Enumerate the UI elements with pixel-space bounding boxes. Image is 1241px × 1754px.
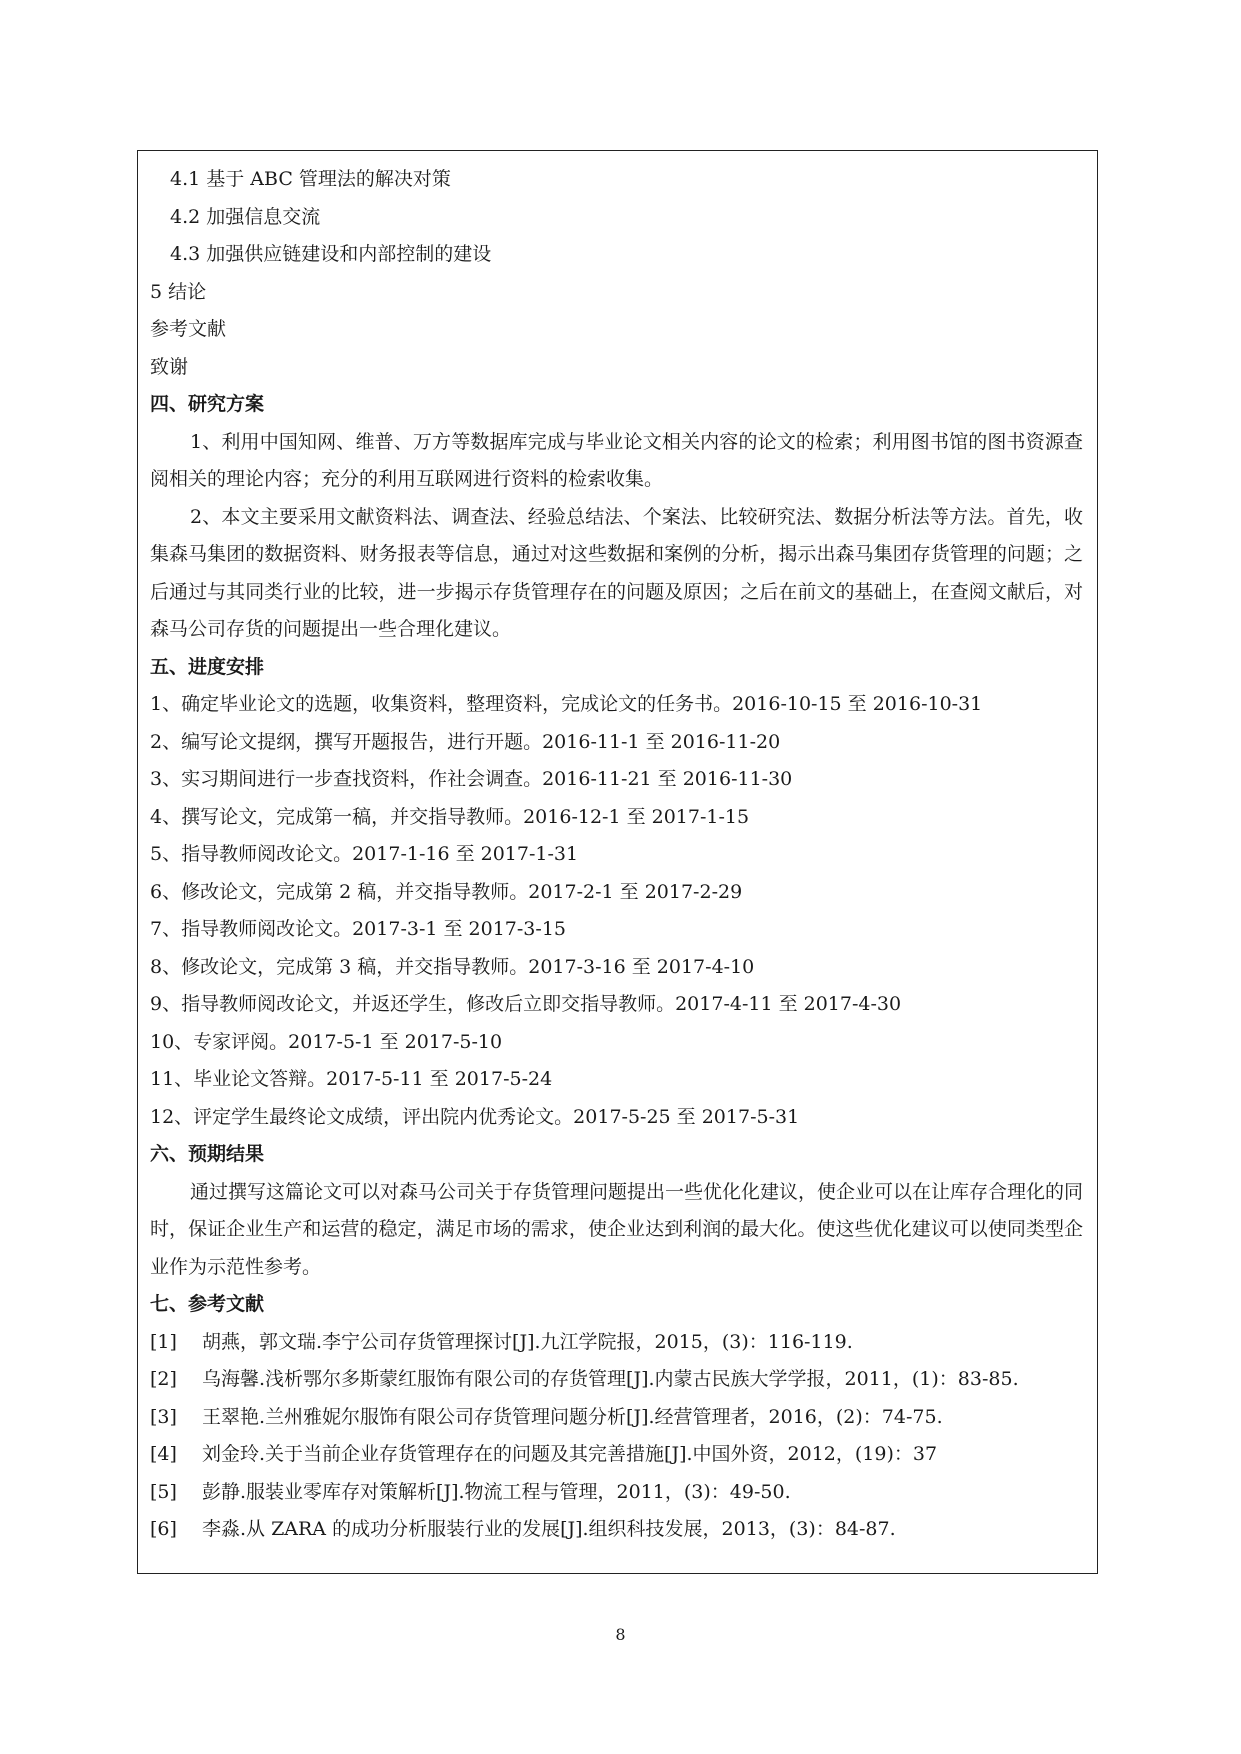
reference-item	[150, 1436, 1083, 1474]
reference-number: [2]	[150, 1368, 177, 1390]
reference-text: 刘金玲.关于当前企业存货管理存在的问题及其完善措施[J].中国外资，2012，(19)：37	[202, 1443, 938, 1465]
schedule-item: 4、撰写论文，完成第一稿，并交指导教师。2016-12-1 至 2017-1-15	[150, 805, 750, 828]
reference-text: 王翠艳.兰州雅妮尔服饰有限公司存货管理问题分析[J].经营管理者，2016，(2)：74-75.	[202, 1405, 943, 1428]
reference-text: 彭静.服装业零库存对策解析[J].物流工程与管理，2011，(3)：49-50.	[202, 1480, 791, 1503]
toc-line: 4.1 基于 ABC 管理法的解决对策	[170, 168, 451, 190]
schedule-item: 6、修改论文，完成第 2 稿，并交指导教师。2017-2-1 至 2017-2-29	[150, 880, 743, 903]
reference-text: 李淼.从 ZARA 的成功分析服装行业的发展[J].组织科技发展，2013，(3)：84-87.	[202, 1518, 896, 1540]
schedule-item: 5、指导教师阅改论文。2017-1-16 至 2017-1-31	[150, 843, 579, 865]
reference-number: [4]	[150, 1443, 177, 1465]
reference-number: [5]	[150, 1480, 177, 1503]
schedule-item: 11、毕业论文答辩。2017-5-11 至 2017-5-24	[150, 1068, 553, 1090]
toc-line: 4.2 加强信息交流	[170, 205, 321, 228]
section-heading-expected-results: 六、预期结果	[150, 1143, 265, 1165]
section-heading-schedule: 五、进度安排	[150, 655, 265, 678]
schedule-item: 9、指导教师阅改论文，并返还学生，修改后立即交指导教师。2017-4-11 至 2017-4-30	[150, 993, 902, 1015]
reference-text: 乌海馨.浅析鄂尔多斯蒙红服饰有限公司的存货管理[J].内蒙古民族大学学报，2011，(1)：83-85.	[202, 1368, 1019, 1390]
document-content	[150, 161, 1083, 1549]
schedule-item: 12、评定学生最终论文成绩，评出院内优秀论文。2017-5-25 至 2017-5-31	[150, 1105, 800, 1128]
reference-item	[150, 1324, 1083, 1362]
schedule-item: 8、修改论文，完成第 3 稿，并交指导教师。2017-3-16 至 2017-4-10	[150, 955, 755, 978]
toc-line: 4.3 加强供应链建设和内部控制的建设	[170, 243, 492, 265]
toc-line: 致谢	[150, 355, 189, 378]
reference-item	[150, 1511, 1083, 1549]
reference-text: 胡燕，郭文瑞.李宁公司存货管理探讨[J].九江学院报，2015，(3)：116-119.	[202, 1330, 853, 1353]
reference-item	[150, 1399, 1083, 1437]
page-number: 8	[615, 1625, 626, 1644]
document-table-frame	[137, 150, 1098, 1574]
schedule-item: 7、指导教师阅改论文。2017-3-1 至 2017-3-15	[150, 918, 566, 940]
toc-line: 参考文献	[150, 318, 227, 340]
schedule-item: 10、专家评阅。2017-5-1 至 2017-5-10	[150, 1030, 503, 1053]
schedule-item: 1、确定毕业论文的选题，收集资料，整理资料，完成论文的任务书。2016-10-15 至 2016-10-31	[150, 693, 983, 715]
section-heading-research-plan: 四、研究方案	[150, 393, 265, 415]
reference-number: [1]	[150, 1330, 177, 1353]
reference-number: [3]	[150, 1405, 177, 1428]
section-heading-references: 七、参考文献	[150, 1293, 265, 1315]
research-plan-paragraph: 2、本文主要采用文献资料法、调查法、经验总结法、个案法、比较研究法、数据分析法等方法。首先，收集森马集团的数据资料、财务报表等信息，通过对这些数据和案例的分析，揭示出森马集团存货管理的问题；之后通过与其同类行业的比较，进一步揭示存货管理存在的问题及原因；之后在前文的基础上，在查阅文献后，对森马公司存货的问题提出一些合理化建议。	[150, 505, 1083, 640]
schedule-item: 2、编写论文提纲，撰写开题报告，进行开题。2016-11-1 至 2016-11-20	[150, 730, 781, 753]
toc-line: 5 结论	[150, 280, 207, 303]
research-plan-paragraph: 1、利用中国知网、维普、万方等数据库完成与毕业论文相关内容的论文的检索；利用图书馆的图书资源查阅相关的理论内容；充分的利用互联网进行资料的检索收集。	[150, 430, 1083, 490]
expected-results-paragraph: 通过撰写这篇论文可以对森马公司关于存货管理问题提出一些优化化建议，使企业可以在让库存合理化的同时，保证企业生产和运营的稳定，满足市场的需求，使企业达到利润的最大化。使这些优化建议可以使同类型企业作为示范性参考。	[150, 1180, 1084, 1278]
schedule-item: 3、实习期间进行一步查找资料，作社会调查。2016-11-21 至 2016-11-30	[150, 768, 793, 790]
reference-item	[150, 1474, 1083, 1512]
reference-item	[150, 1361, 1083, 1399]
reference-number: [6]	[150, 1518, 177, 1540]
